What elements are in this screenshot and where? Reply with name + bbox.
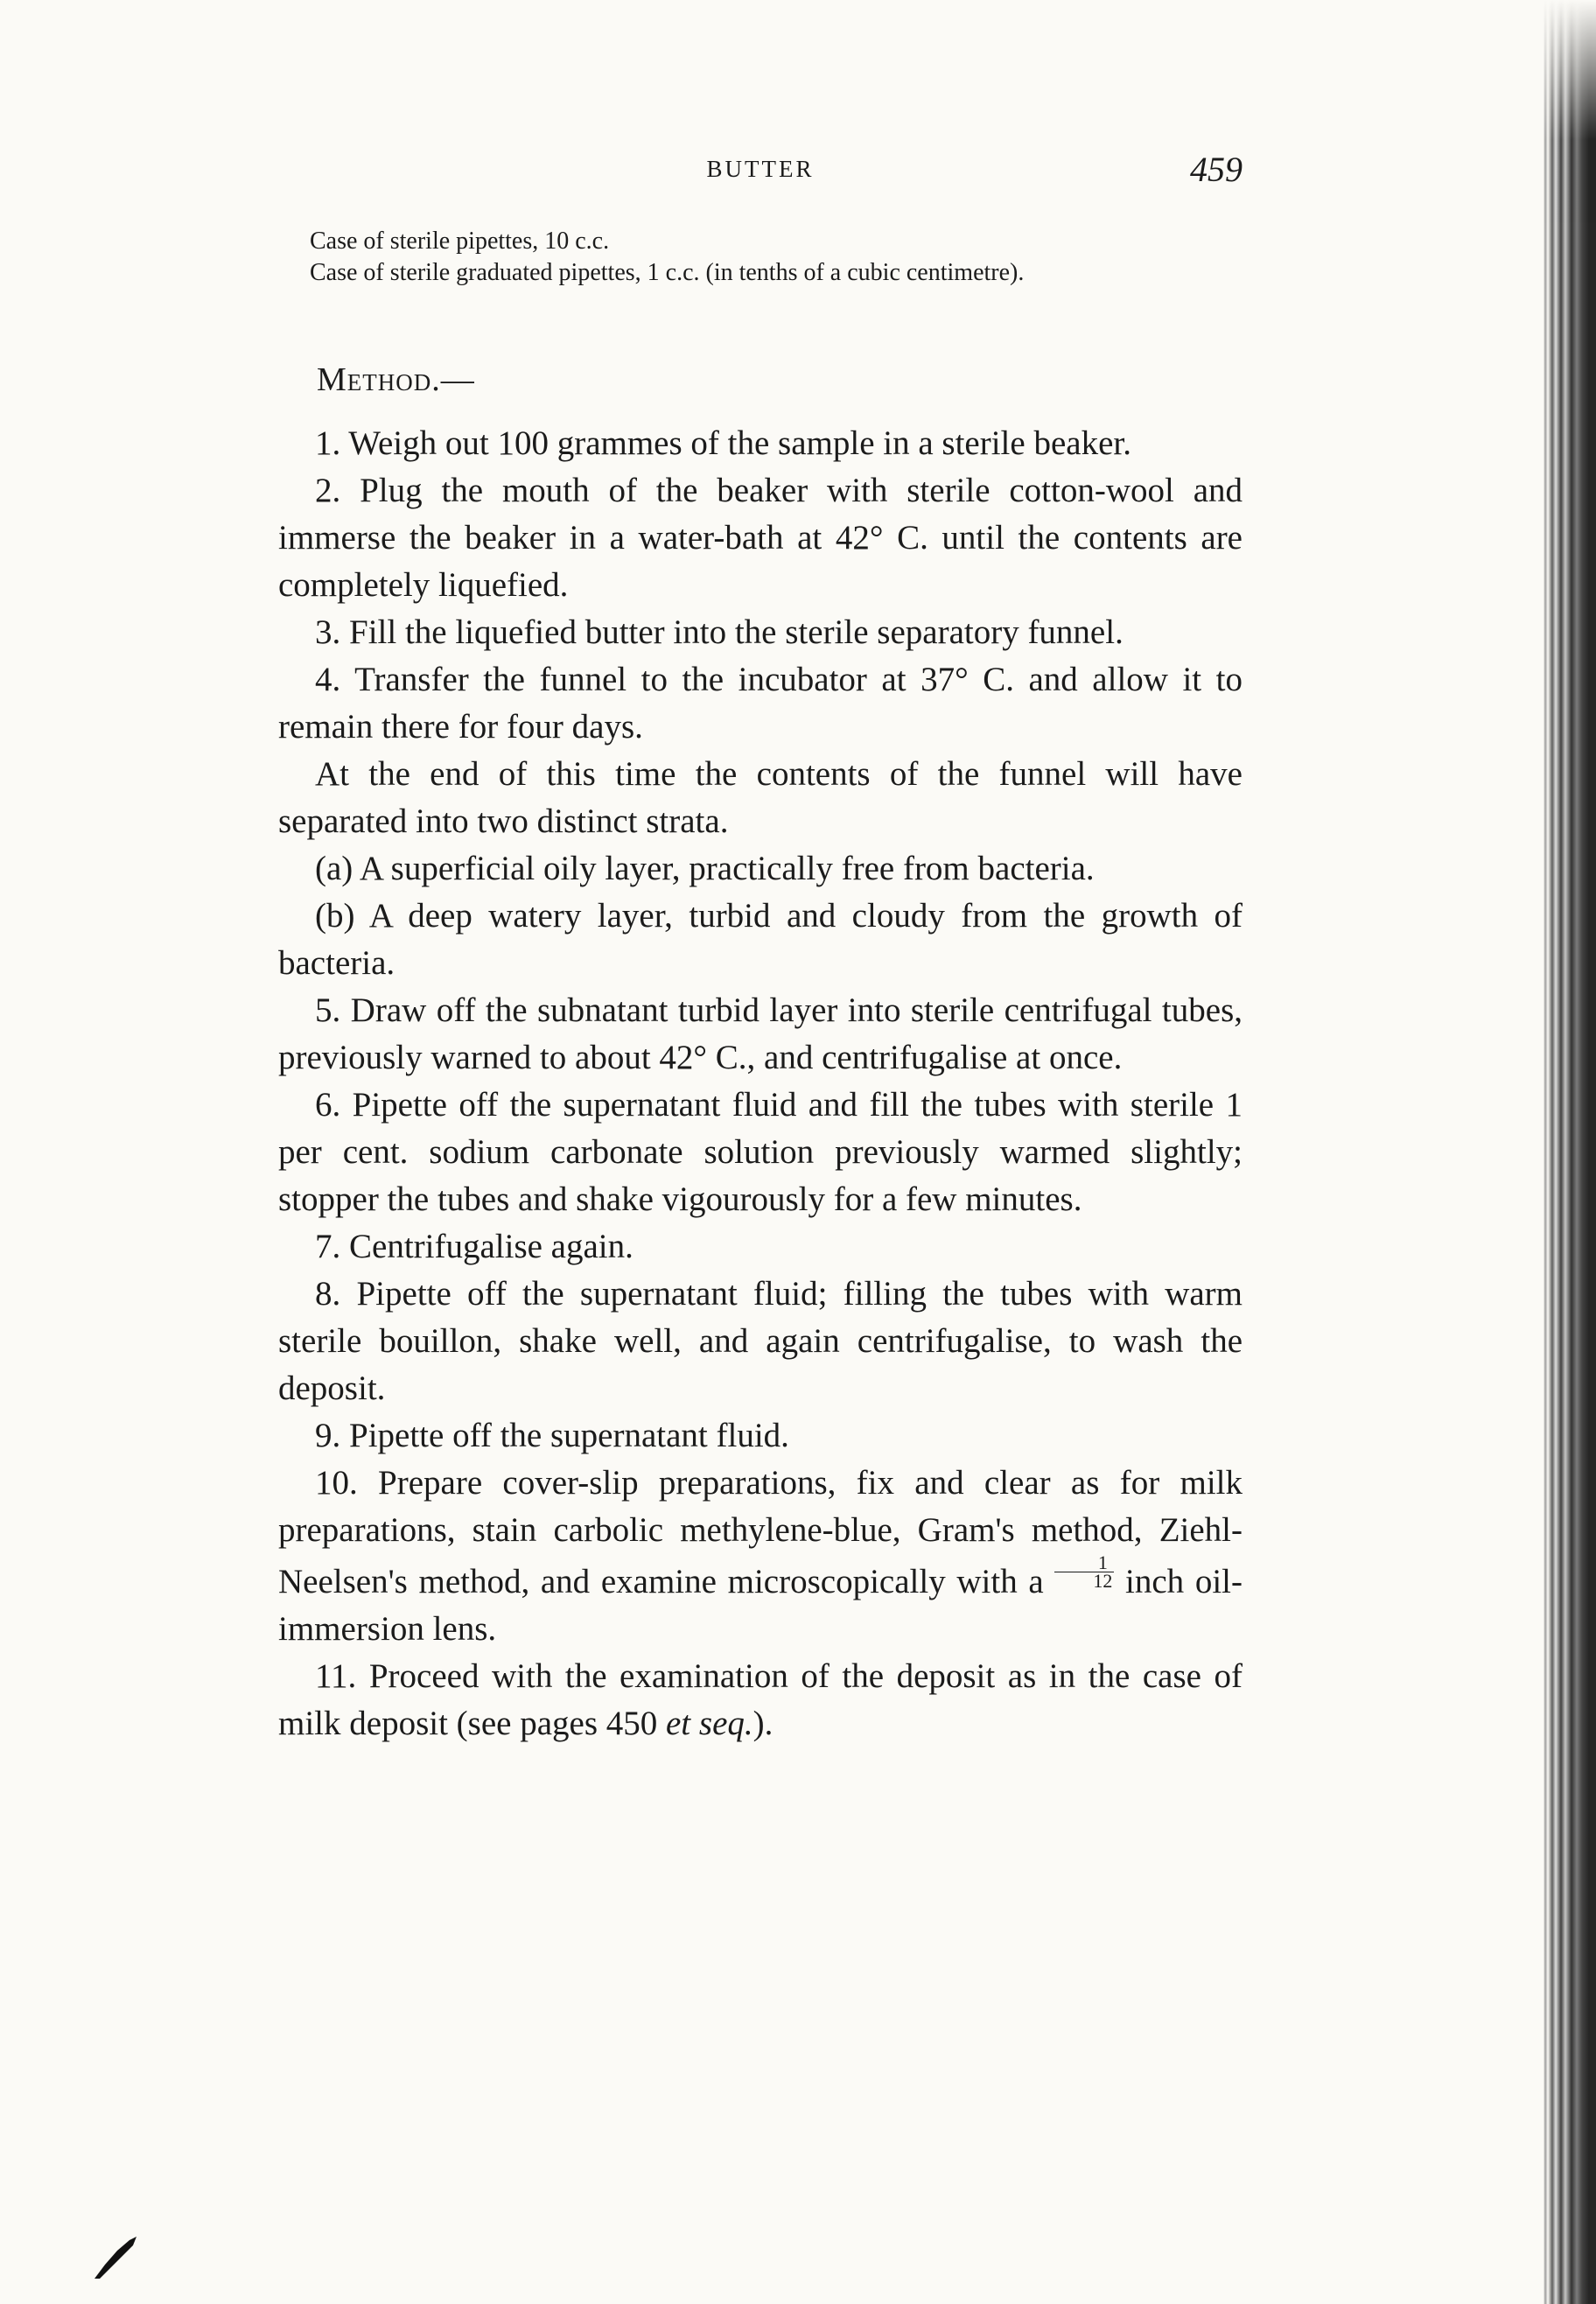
strata-intro: At the end of this time the contents of the funnel will have separated into two distinct strata. — [278, 755, 1242, 840]
method-heading: Method.— — [317, 361, 475, 398]
step-10 — [278, 1460, 1242, 1653]
step-11-italic: et seq. — [666, 1705, 753, 1742]
ink-smudge-icon — [88, 2230, 149, 2282]
step-1: 1. Weigh out 100 grammes of the sample in a sterile beaker. — [315, 424, 1131, 462]
step-11-text: 11. Proceed with the examination of the deposit as in the case of milk deposit (see pages 450 — [278, 1657, 1242, 1742]
equipment-list — [278, 226, 1242, 289]
method-steps — [278, 420, 1242, 1747]
step-10-text-end: inch oil-immersion lens. — [278, 1563, 1242, 1648]
stratum-b: (b) A deep watery layer, turbid and cloudy from the growth of bacteria. — [278, 897, 1242, 982]
step-4: 4. Transfer the funnel to the incubator at 37° C. and allow it to remain there for four days. — [278, 661, 1242, 746]
running-title: BUTTER — [706, 156, 815, 182]
step-2: 2. Plug the mouth of the beaker with sterile cotton-wool and immerse the beaker in a water-bath at 42° C. until the contents are completely liquefied. — [278, 472, 1242, 604]
equipment-item: Case of sterile pipettes, 10 c.c. — [310, 228, 610, 255]
running-header — [278, 149, 1242, 201]
step-11 — [278, 1653, 1242, 1747]
step-6: 6. Pipette off the supernatant fluid and fill the tubes with sterile 1 per cent. sodium carbonate solution previously warmed slightly; stopper the tubes and shake vigourously for a few minutes. — [278, 1086, 1242, 1218]
page-number: 459 — [1190, 150, 1242, 189]
step-10-text: 10. Prepare cover-slip preparations, fix and clear as for milk preparations, stain carbolic methylene-blue, Gram's method, Ziehl-Neelsen's method, and examine microscopically with a — [278, 1464, 1242, 1600]
step-7: 7. Centrifugalise again. — [315, 1228, 634, 1265]
step-5: 5. Draw off the subnatant turbid layer into sterile centrifugal tubes, previously warned to about 42° C., and centrifugalise at once. — [278, 991, 1242, 1076]
fraction-numerator: 1 — [1054, 1554, 1114, 1572]
step-8: 8. Pipette off the supernatant fluid; filling the tubes with warm sterile bouillon, shake well, and again centrifugalise, to wash the deposit. — [278, 1275, 1242, 1407]
step-9: 9. Pipette off the supernatant fluid. — [315, 1417, 789, 1454]
stratum-a: (a) A superficial oily layer, practically free from bacteria. — [315, 850, 1095, 887]
fraction — [1054, 1551, 1114, 1592]
binding-edge — [1517, 0, 1596, 2304]
step-11-text-end: ). — [752, 1705, 774, 1742]
step-3: 3. Fill the liquefied butter into the sterile separatory funnel. — [315, 613, 1124, 651]
equipment-item: Case of sterile graduated pipettes, 1 c.c. (in tenths of a cubic centimetre). — [310, 259, 1025, 286]
fraction-denominator: 12 — [1093, 1570, 1113, 1592]
